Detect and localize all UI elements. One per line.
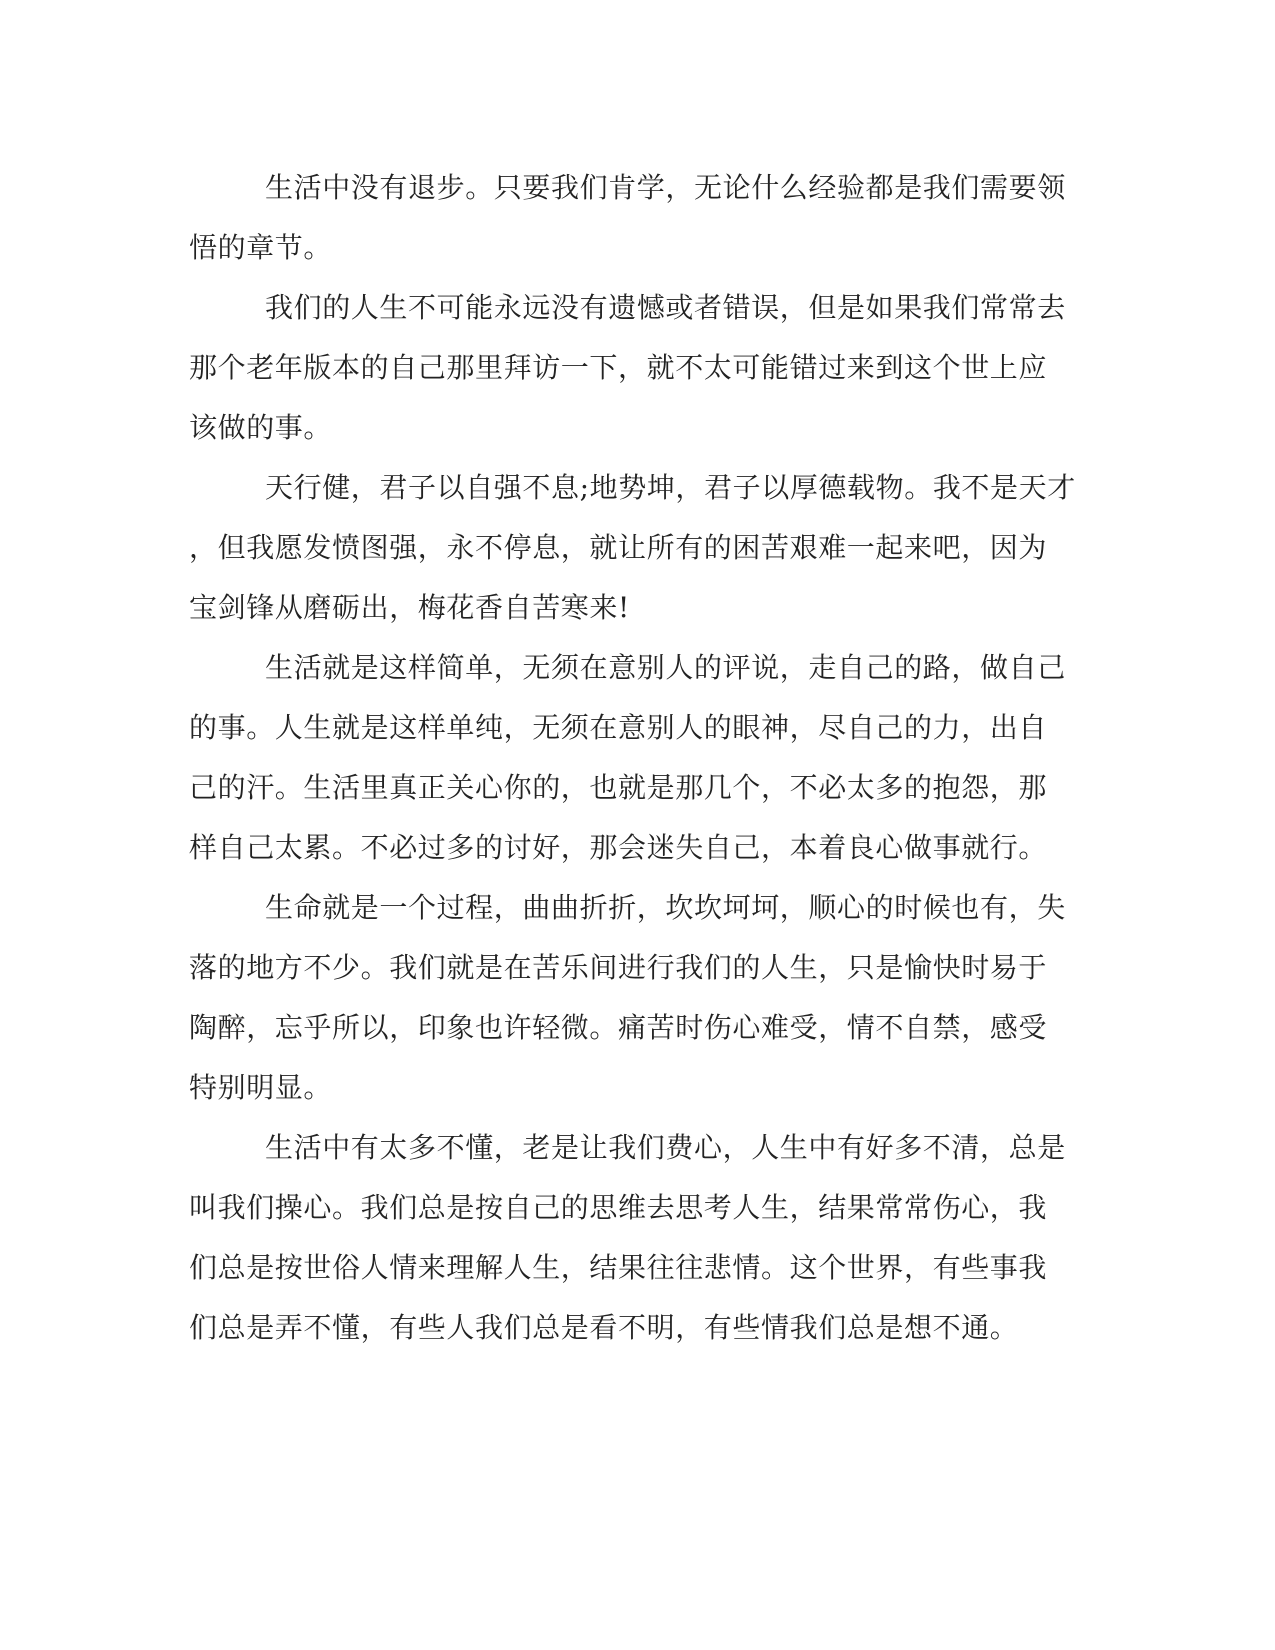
paragraph-3	[189, 458, 1089, 638]
paragraph-line: 叫我们操心。我们总是按自己的思维去思考人生，结果常常伤心，我	[189, 1191, 1048, 1224]
paragraph-line: 陶醉，忘乎所以，印象也许轻微。痛苦时伤心难受，情不自禁，感受	[189, 1011, 1048, 1044]
paragraph-line: 落的地方不少。我们就是在苦乐间进行我们的人生，只是愉快时易于	[189, 951, 1048, 984]
document-body	[189, 158, 1089, 1358]
paragraph-line: 生活中有太多不懂，老是让我们费心，人生中有好多不清，总是	[265, 1131, 1066, 1164]
paragraph-line: 生活就是这样简单，无须在意别人的评说，走自己的路，做自己	[265, 651, 1066, 684]
paragraph-line: 生命就是一个过程，曲曲折折，坎坎坷坷，顺心的时候也有，失	[265, 891, 1066, 924]
paragraph-line: 们总是弄不懂，有些人我们总是看不明，有些情我们总是想不通。	[189, 1311, 1019, 1344]
paragraph-line: 天行健，君子以自强不息;地势坤，君子以厚德载物。我不是天才	[265, 471, 1076, 504]
paragraph-1	[189, 158, 1089, 278]
paragraph-line: 特别明显。	[189, 1071, 333, 1104]
paragraph-line: 们总是按世俗人情来理解人生，结果往往悲情。这个世界，有些事我	[189, 1251, 1048, 1284]
paragraph-6	[189, 1118, 1089, 1358]
paragraph-line: 该做的事。	[189, 411, 333, 444]
paragraph-line: 那个老年版本的自己那里拜访一下，就不太可能错过来到这个世上应	[189, 351, 1048, 384]
paragraph-line: 己的汗。生活里真正关心你的，也就是那几个，不必太多的抱怨，那	[189, 771, 1048, 804]
paragraph-4	[189, 638, 1089, 878]
paragraph-5	[189, 878, 1089, 1118]
paragraph-line: 悟的章节。	[189, 231, 333, 264]
paragraph-line: 生活中没有退步。只要我们肯学，无论什么经验都是我们需要领	[265, 171, 1066, 204]
paragraph-line: 我们的人生不可能永远没有遗憾或者错误，但是如果我们常常去	[265, 291, 1066, 324]
paragraph-line: 宝剑锋从磨砺出，梅花香自苦寒来!	[189, 591, 630, 624]
paragraph-line: 的事。人生就是这样单纯，无须在意别人的眼神，尽自己的力，出自	[189, 711, 1048, 744]
paragraph-line: 样自己太累。不必过多的讨好，那会迷失自己，本着良心做事就行。	[189, 831, 1048, 864]
paragraph-line: ，但我愿发愤图强，永不停息，就让所有的困苦艰难一起来吧，因为	[189, 531, 1048, 564]
paragraph-2	[189, 278, 1089, 458]
